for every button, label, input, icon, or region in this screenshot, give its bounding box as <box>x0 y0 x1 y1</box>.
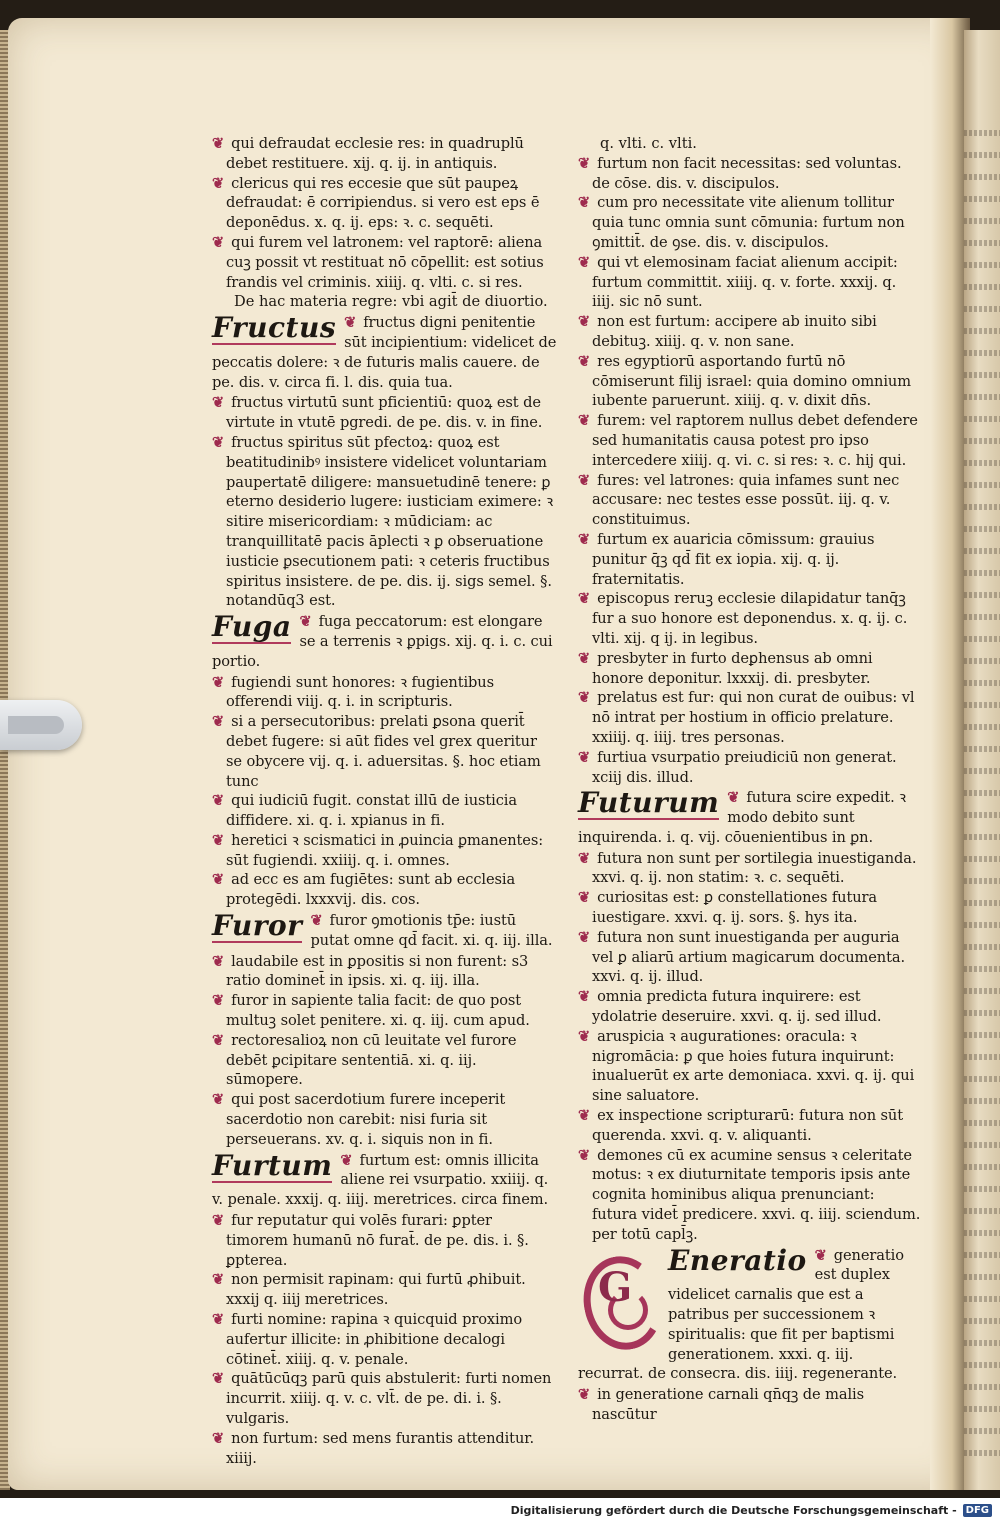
pilcrow-mark: ❦ <box>578 889 596 907</box>
index-entry <box>212 991 557 1031</box>
continuation-line: De hac materia regre: vbi agit̄ de diuortio. <box>234 293 548 311</box>
facing-page-text-line <box>964 746 1000 752</box>
entry-text: qui iudiciū fugit. constat illū de iusticia diffidere. xi. q. i. xpianus in fi. <box>226 792 517 830</box>
pilcrow-mark: ❦ <box>212 1091 230 1109</box>
facing-page-text-line <box>964 1296 1000 1302</box>
facing-page-text-line <box>964 1406 1000 1412</box>
facing-page-text-line <box>964 350 1000 356</box>
facing-page-text-line <box>964 372 1000 378</box>
facing-page-text-line <box>964 878 1000 884</box>
entry-text: furti nomine: rapina ꝛ quicquid proximo aufertur illicite: in ꝓhibitione decalogi cōtinet̄. xiiij. q. v. penale. <box>226 1311 523 1368</box>
facing-page-text-line <box>964 460 1000 466</box>
index-entry <box>212 1211 557 1270</box>
entry-text: fructus virtutū sunt pficientiū: quoꝝ est de virtute in vtutē pgredi. de pe. dis. v. in fine. <box>226 394 543 432</box>
pilcrow-mark: ❦ <box>578 1146 596 1164</box>
facing-page-text-line <box>964 702 1000 708</box>
entry-text: futura non sunt per sortilegia inuestiganda. xxvi. q. ij. non statim: ꝛ. c. sequēti. <box>592 849 917 887</box>
facing-page-text-line <box>964 1318 1000 1324</box>
pilcrow-mark: ❦ <box>578 849 596 867</box>
pilcrow-mark: ❦ <box>340 1151 358 1169</box>
entry-text: futura scire expedit. ꝛ modo debito sunt inquirenda. i. q. vij. cōuenientibus in ꝑn. <box>578 789 906 846</box>
pilcrow-mark: ❦ <box>212 1370 230 1388</box>
entry-text: furor in sapiente talia facit: de quo post multuꝫ solet penitere. xi. q. iij. cum apud. <box>226 992 530 1030</box>
facing-page-text-line <box>964 966 1000 972</box>
pilcrow-mark: ❦ <box>212 433 230 451</box>
index-entry <box>578 1385 923 1425</box>
facing-page-text-line <box>964 1186 1000 1192</box>
index-entry <box>578 928 923 987</box>
facing-page-text-line <box>964 944 1000 950</box>
pilcrow-mark: ❦ <box>578 689 596 707</box>
facing-page-text-line <box>964 394 1000 400</box>
pilcrow-mark: ❦ <box>578 649 596 667</box>
entry-text: quātūcūqꝫ parū quis abstulerit: furti nomen incurrit. xiiij. q. v. c. vlt̄. de pe. di. i. §. vulgaris. <box>226 1370 552 1427</box>
facing-page-text-line <box>964 856 1000 862</box>
heading-word: Furtum <box>212 1148 333 1182</box>
entry-text: generatio est duplex videlicet carnalis que est a patribus per successionem ꝛ spiritualis: que fit per baptismi generationem. xxxi. q. iij. recurrat. de consecra. dis. iiij. regenerante. <box>578 1246 904 1383</box>
facing-page-text-line <box>964 812 1000 818</box>
index-entry <box>578 849 923 889</box>
index-entry <box>212 791 557 831</box>
index-heading <box>212 612 557 671</box>
entry-text: omnia predicta futura inquirere: est ydolatrie deseruire. xxvi. q. ij. sed illud. <box>592 988 882 1026</box>
index-entry <box>578 1106 923 1146</box>
entry-text: curiositas est: ꝑ constellationes futura iuestigare. xxvi. q. ij. sors. §. hys ita. <box>592 889 878 927</box>
facing-page-text-line <box>964 1054 1000 1060</box>
pilcrow-mark: ❦ <box>212 1271 230 1289</box>
pilcrow-mark: ❦ <box>578 194 596 212</box>
index-entry <box>212 831 557 871</box>
index-entry <box>578 352 923 411</box>
index-entry <box>578 888 923 928</box>
entry-text: episcopus reruꝫ ecclesie dilapidatur tanq̄ꝫ fur a suo honore est deponendus. x. q. ij. c. vlti. xij. q ij. in legibus. <box>592 590 908 647</box>
index-entry <box>578 411 923 470</box>
index-entry <box>578 154 923 194</box>
pilcrow-mark: ❦ <box>212 1311 230 1329</box>
entry-text: furtum est: omnis illicita aliene rei vsurpatio. xxiiij. q. v. penale. xxxij. q. iiij. meretrices. circa finem. <box>212 1151 549 1209</box>
pilcrow-mark: ❦ <box>212 1031 230 1049</box>
pilcrow-mark: ❦ <box>212 871 230 889</box>
entry-text: non furtum: sed mens furantis attenditur. xiiij. <box>226 1429 535 1467</box>
facing-page-text-line <box>964 1450 1000 1456</box>
entry-text: demones cū ex acumine sensus ꝛ celeritate motus: ꝛ ex diuturnitate temporis ipsis ante cognita hominibus aliqua prenunciant: futura videt̄ predicere. xxvi. q. iiij. sciendum. per totū capl̄ꝫ. <box>592 1146 921 1243</box>
entry-text: furor ꝯmotionis tp̄e: iustū putat omne qd̄ facit. xi. q. iij. illa. <box>310 912 553 949</box>
facing-page-edge <box>964 30 1000 1490</box>
facing-page-text-line <box>964 1010 1000 1016</box>
index-entry <box>578 688 923 747</box>
entry-text: non permisit rapinam: qui furtū ꝓhibuit. xxxij q. iiij meretrices. <box>226 1271 526 1309</box>
entry-text: presbyter in furto deꝑhensus ab omni honore deponitur. lxxxij. di. presbyter. <box>592 649 873 687</box>
index-entry <box>212 1031 557 1090</box>
facing-page-text-line <box>964 174 1000 180</box>
pilcrow-mark: ❦ <box>578 590 596 608</box>
index-entry <box>212 870 557 910</box>
entry-text: aruspicia ꝛ augurationes: oracula: ꝛ nigromācia: ꝑ que hoies futura inquirunt: inualuerūt ex arte demoniaca. xxvi. q. ij. qui sine saluatore. <box>592 1027 915 1105</box>
facing-page-text-line <box>964 1274 1000 1280</box>
entry-text: clericus qui res eccesie que sūt paupeꝝ defraudat: ē corripiendus. si vero est eps ē deponēdus. x. q. ij. eps: ꝛ. c. sequēti. <box>226 174 540 232</box>
facing-page-text-line <box>964 262 1000 268</box>
initial-letter: G <box>598 1263 633 1311</box>
decorated-heading <box>578 1243 923 1385</box>
entry-text: furtum ex auaricia cōmissum: grauius punitur q̄ꝫ qd̄ fit ex iopia. xij. q. ij. fraternitatis. <box>592 530 875 588</box>
facing-page-text-line <box>964 570 1000 576</box>
facing-page-text-line <box>964 658 1000 664</box>
entry-text: si a persecutoribus: prelati ꝑsona querit̄ debet fugere: si aūt fides vel grex queritur se obycere vij. q. i. aduersitas. §. hoc etiam tunc <box>226 713 541 790</box>
facing-page-text-line <box>964 1032 1000 1038</box>
entry-text: furem: vel raptorem nullus debet defendere sed humanitatis causa potest pro ipso intercedere xiiij. q. vi. c. si res: ꝛ. c. hij qui. <box>592 412 918 469</box>
entry-text: qui post sacerdotium furere inceperit sacerdotio non carebit: nisi furia sit perseuerans. xv. q. i. siquis non in fi. <box>226 1091 506 1148</box>
entry-text: ad ecc es am fugiētes: sunt ab ecclesia protegēdi. lxxxvij. dis. cos. <box>226 871 516 909</box>
facing-page-text-line <box>964 526 1000 532</box>
facing-page-text-line <box>964 724 1000 730</box>
facing-page-text-line <box>964 1384 1000 1390</box>
index-entry <box>212 134 557 174</box>
page-clip <box>0 700 82 750</box>
entry-text: non est furtum: accipere ab inuito sibi debituꝫ. xiiij. q. v. non sane. <box>592 313 877 350</box>
entry-text: qui defraudat ecclesie res: in quadruplū debet restituere. xij. q. ij. in antiquis. <box>226 135 524 172</box>
entry-text: ex inspectione scripturarū: futura non sūt querenda. xxvi. q. v. aliquanti. <box>592 1107 903 1144</box>
pilcrow-mark: ❦ <box>578 1107 596 1125</box>
pilcrow-mark: ❦ <box>212 673 230 691</box>
facing-page-text-line <box>964 240 1000 246</box>
pilcrow-mark: ❦ <box>212 713 230 731</box>
facing-page-text-line <box>964 922 1000 928</box>
index-entry <box>578 253 923 312</box>
entry-text: futura non sunt inuestiganda per auguria vel ꝑ aliarū artium magicarum documenta. xxvi. q. ij. illud. <box>592 928 905 986</box>
pilcrow-mark: ❦ <box>578 748 596 766</box>
entry-text: fur reputatur qui volēs furari: ꝑpter timorem humanū nō furat̄. de pe. dis. i. §. ꝑpterea. <box>226 1212 529 1269</box>
index-entry <box>578 471 923 530</box>
facing-page-text-line <box>964 1252 1000 1258</box>
facing-page-text-line <box>964 1208 1000 1214</box>
index-entry <box>212 233 557 292</box>
heading-word: Fuga <box>212 610 292 644</box>
entry-text: fuga peccatorum: est elongare se a terrenis ꝛ ꝑpigs. xij. q. i. c. cui portio. <box>212 613 553 670</box>
facing-page-text-line <box>964 592 1000 598</box>
facing-page-text-line <box>964 680 1000 686</box>
facing-page-text-line <box>964 218 1000 224</box>
index-entry <box>578 1027 923 1106</box>
index-entry <box>212 1090 557 1149</box>
index-heading <box>212 313 557 392</box>
facing-page-text-line <box>964 636 1000 642</box>
facing-page-text-line <box>964 152 1000 158</box>
pilcrow-mark: ❦ <box>578 412 596 430</box>
left-text-column <box>212 134 557 1468</box>
facing-page-text-line <box>964 1428 1000 1434</box>
index-entry <box>578 312 923 352</box>
entry-text: heretici ꝛ scismatici in ꝓuincia ꝑmanentes: sūt fugiendi. xxiiij. q. i. omnes. <box>226 831 544 869</box>
facing-page-text-line <box>964 1230 1000 1236</box>
pilcrow-mark: ❦ <box>578 471 596 489</box>
index-entry <box>212 1369 557 1428</box>
index-entry <box>578 589 923 648</box>
pilcrow-mark: ❦ <box>578 253 596 271</box>
index-entry <box>212 393 557 433</box>
right-text-column <box>578 134 923 1425</box>
pilcrow-mark: ❦ <box>212 174 230 192</box>
index-entry <box>578 530 923 589</box>
digitization-footer <box>0 1498 1000 1523</box>
heading-word: Eneratio <box>668 1243 807 1277</box>
entry-text: fructus spiritus sūt pfectoꝝ: quoꝝ est beatitudinibꝰ insistere videlicet voluntariam paupertatē diligere: mansuetudinē tenere: ꝑ eterno desiderio lugere: iusticiam eximere: ꝛ sitire misericordiam: ꝛ mūdiciam: ac tranquillitatē pacis āplecti ꝛ ꝑ obseruatione iusticie ꝑsecutionem pati: ꝛ ceteris fructibus spiritus insistere. de pe. dis. ij. sigs semel. §. notandūq3 est. <box>226 433 554 610</box>
facing-page-text-line <box>964 416 1000 422</box>
pilcrow-mark: ❦ <box>212 831 230 849</box>
continuation-line: q. vlti. c. vlti. <box>600 135 697 152</box>
facing-page-text-line <box>964 834 1000 840</box>
entry-text: fures: vel latrones: quia infames sunt nec accusare: nec testes esse possūt. iij. q. v. constituimus. <box>592 471 900 529</box>
pilcrow-mark: ❦ <box>212 233 230 251</box>
pilcrow-mark: ❦ <box>212 135 230 152</box>
facing-page-text-line <box>964 504 1000 510</box>
facing-page-text-line <box>964 284 1000 290</box>
facing-page-text-line <box>964 328 1000 334</box>
heading-word: Fructus <box>212 311 337 345</box>
pilcrow-mark: ❦ <box>212 792 230 810</box>
pilcrow-mark: ❦ <box>578 154 596 172</box>
index-entry <box>212 1429 557 1469</box>
index-entry <box>578 649 923 689</box>
facing-page-text-line <box>964 1098 1000 1104</box>
entry-text: fructus digni penitentie sūt incipientium: videlicet de peccatis dolere: ꝛ de futuris malis cauere. de pe. dis. v. circa fi. l. dis. quia tua. <box>212 314 557 391</box>
pilcrow-mark: ❦ <box>578 352 596 370</box>
pilcrow-mark: ❦ <box>299 613 317 631</box>
entry-text: furtiua vsurpatio preiudiciū non generat. xciij dis. illud. <box>592 748 897 786</box>
entry-text: res egyptiorū asportando furtū nō cōmiserunt filij israel: quia domino omnium iubente paruerunt. xiiij. q. v. dixit dn̄s. <box>592 352 911 410</box>
decorated-initial <box>578 1250 660 1348</box>
facing-page-text-line <box>964 438 1000 444</box>
index-entry <box>578 193 923 252</box>
facing-page-text-line <box>964 1120 1000 1126</box>
entry-text: qui vt elemosinam faciat alienum accipit: furtum committit. xiiij. q. v. forte. xxxij. q. iiij. sic nō sunt. <box>592 253 898 311</box>
pilcrow-mark: ❦ <box>578 530 596 548</box>
pilcrow-mark: ❦ <box>578 988 596 1006</box>
pilcrow-mark: ❦ <box>814 1246 832 1264</box>
dfg-logo: DFG <box>963 1504 992 1517</box>
index-entry <box>578 748 923 788</box>
facing-page-text-line <box>964 1164 1000 1170</box>
index-entry <box>212 1310 557 1369</box>
facing-page-text-line <box>964 1362 1000 1368</box>
pilcrow-mark: ❦ <box>310 912 328 930</box>
index-entry <box>212 712 557 791</box>
pilcrow-mark: ❦ <box>578 313 596 331</box>
entry-text: cum pro necessitate vite alienum tollitur quia tunc omnia sunt cōmunia: furtum non ꝯmittit̄. de ꝯse. dis. v. discipulos. <box>592 194 905 251</box>
facing-page-text-line <box>964 614 1000 620</box>
index-entry <box>212 673 557 713</box>
index-heading <box>578 788 923 847</box>
heading-word: Furor <box>212 909 303 943</box>
pilcrow-mark: ❦ <box>578 1386 596 1404</box>
index-entry <box>212 952 557 992</box>
facing-page-text-line <box>964 196 1000 202</box>
facing-page-text-line <box>964 988 1000 994</box>
facing-page-text-line <box>964 130 1000 136</box>
entry-text: laudabile est in ꝑpositis si non furent: s3 ratio dominet̄ in ipsis. xi. q. iij. illa. <box>226 952 529 990</box>
index-heading <box>212 911 557 951</box>
pilcrow-mark: ❦ <box>212 992 230 1010</box>
footer-credit: Digitalisierung gefördert durch die Deutsche Forschungsgemeinschaft - <box>510 1504 957 1517</box>
index-heading <box>212 1148 557 1210</box>
entry-text: fugiendi sunt honores: ꝛ fugientibus offerendi viij. q. i. in scripturis. <box>226 673 494 711</box>
entry-text: qui furem vel latronem: vel raptorē: aliena cuꝫ possit vt restituat nō cōpellit: est sotius frandis vel criminis. xiiij. q. vlti. c. si res. <box>226 233 544 291</box>
pilcrow-mark: ❦ <box>212 394 230 412</box>
heading-word: Futurum <box>578 786 720 820</box>
entry-text: in generatione carnali qn̄qꝫ de malis nascūtur <box>592 1386 864 1423</box>
facing-page-text-line <box>964 768 1000 774</box>
facing-page-text-line <box>964 548 1000 554</box>
index-entry <box>578 987 923 1027</box>
facing-page-text-line <box>964 790 1000 796</box>
index-entry <box>212 433 557 611</box>
facing-page-text-line <box>964 1142 1000 1148</box>
facing-page-text-line <box>964 1076 1000 1082</box>
pilcrow-mark: ❦ <box>344 314 362 332</box>
facing-page-text-line <box>964 482 1000 488</box>
facing-page-text-line <box>964 900 1000 906</box>
pilcrow-mark: ❦ <box>212 1212 230 1230</box>
entry-text: furtum non facit necessitas: sed voluntas. de cōse. dis. v. discipulos. <box>592 154 902 192</box>
index-entry <box>212 174 557 233</box>
entry-text: prelatus est fur: qui non curat de ouibus: vl nō intrat per hostium in officio prelature. xxiiij. q. iiij. tres personas. <box>592 689 915 746</box>
pilcrow-mark: ❦ <box>212 1429 230 1447</box>
index-entry <box>212 1270 557 1310</box>
entry-text: rectoresalioꝝ non cū leuitate vel furore debēt ꝑcipitare sententiā. xi. q. iij. sūmopere. <box>226 1031 517 1089</box>
index-entry <box>578 1146 923 1245</box>
pilcrow-mark: ❦ <box>578 928 596 946</box>
pilcrow-mark: ❦ <box>578 1027 596 1045</box>
facing-page-text-line <box>964 306 1000 312</box>
pilcrow-mark: ❦ <box>212 952 230 970</box>
facing-page-text-line <box>964 1340 1000 1346</box>
pilcrow-mark: ❦ <box>727 789 745 807</box>
